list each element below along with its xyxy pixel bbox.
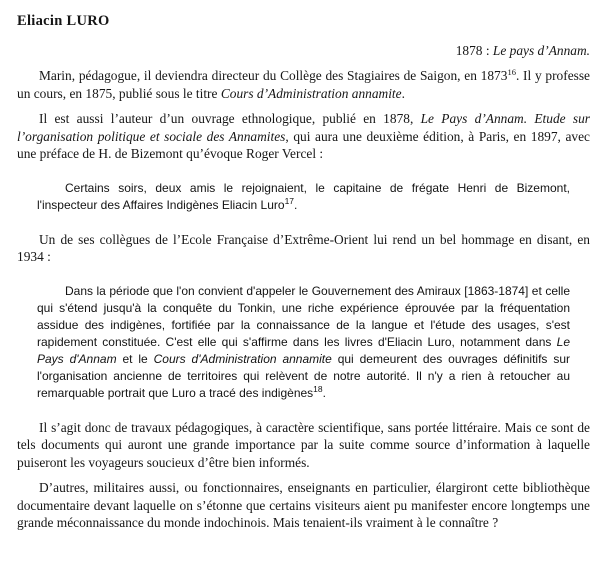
text-run: Il s’agit donc de travaux pédagogiques, à caractère scientifique, sans portée littéraire. Mais ce sont de tels documents qui auront une grande importance par la suite comme source d’information à laquelle puiseront les voyageurs soucieux d’être bien informés.: [17, 419, 590, 470]
footnote-ref-17: 17: [284, 195, 295, 206]
work-title: Le Pays d'Annam: [37, 334, 570, 366]
text-run: , qui aura une deuxième édition, à Paris, en 1897, avec une préface de H. de Bizemont qu’évoque Roger Vercel :: [17, 128, 590, 161]
block-quote-vercel: [37, 180, 570, 214]
text-run: .: [401, 85, 405, 101]
work-title: Cours d’Administration annamite: [220, 85, 402, 101]
work-title: Le Pays d’Annam. Etude sur l’organisation politique et sociale des Annamites: [17, 111, 590, 144]
text-run: Il est aussi l’auteur d’un ouvrage ethnologique, publié en 1878,: [39, 111, 421, 126]
paragraph-auteur: [17, 110, 590, 163]
text-run: . Il y professe un cours, en 1875, publié sous le titre: [17, 68, 591, 101]
paragraph-autres: [17, 479, 590, 532]
text-run: .: [322, 385, 326, 400]
work-title: Cours d'Administration annamite: [153, 351, 332, 366]
dateline: [17, 42, 590, 59]
footnote-ref-16: 16: [507, 67, 516, 77]
text-run: .: [294, 197, 298, 212]
paragraph-travaux: [17, 419, 590, 472]
text-run: Dans la période que l'on convient d'appeler le Gouvernement des Amiraux [1863-1874] et celle qui s'étend jusqu'à la conquête du Tonkin, une riche expérience éprouvée par la fréquentation assidue des indigènes, fortifiée par la connaissance de la langue et l'étude des usages, s'est rapidement constituée. C'est elle qui s'affirme dans les livres d'Eliacin Luro, notamment dans: [37, 283, 570, 349]
page-title: Eliacin LURO: [17, 13, 110, 29]
paragraph-marin: [17, 67, 590, 102]
block-quote-hommage: [37, 283, 570, 402]
footnote-ref-18: 18: [313, 383, 323, 394]
dateline-year: 1878 :: [455, 43, 493, 58]
paragraph-collegues: [17, 231, 590, 266]
text-run: Certains soirs, deux amis le rejoignaient, le capitaine de frégate Henri de Bizemont, l'inspecteur des Affaires Indigènes Eliacin Luro: [37, 180, 570, 212]
text-run: Un de ses collègues de l’Ecole Française d’Extrême-Orient lui rend un bel hommage en disant, en 1934 :: [17, 231, 590, 264]
text-run: D’autres, militaires aussi, ou fonctionnaires, enseignants en particulier, élargiront cette bibliothèque documentaire devant laquelle on s’étonne que certains visiteurs aient pu manifester encore longtemps une grande méconnaissance du monde indochinois. Mais tenaient-ils vraiment à le connaître ?: [17, 480, 590, 530]
text-run: et le: [116, 351, 154, 366]
text-run: Marin, pédagogue, il deviendra directeur du Collège des Stagiaires de Saigon, en 1873: [39, 68, 508, 83]
dateline-work-title: Le pays d’Annam.: [492, 43, 590, 58]
text-run: qui demeurent des ouvrages définitifs sur l'organisation ancienne de territoires qui relèvent de notre autorité. Il n'y a rien à retoucher au remarquable portrait que Luro a tracé des indigènes: [37, 351, 571, 400]
